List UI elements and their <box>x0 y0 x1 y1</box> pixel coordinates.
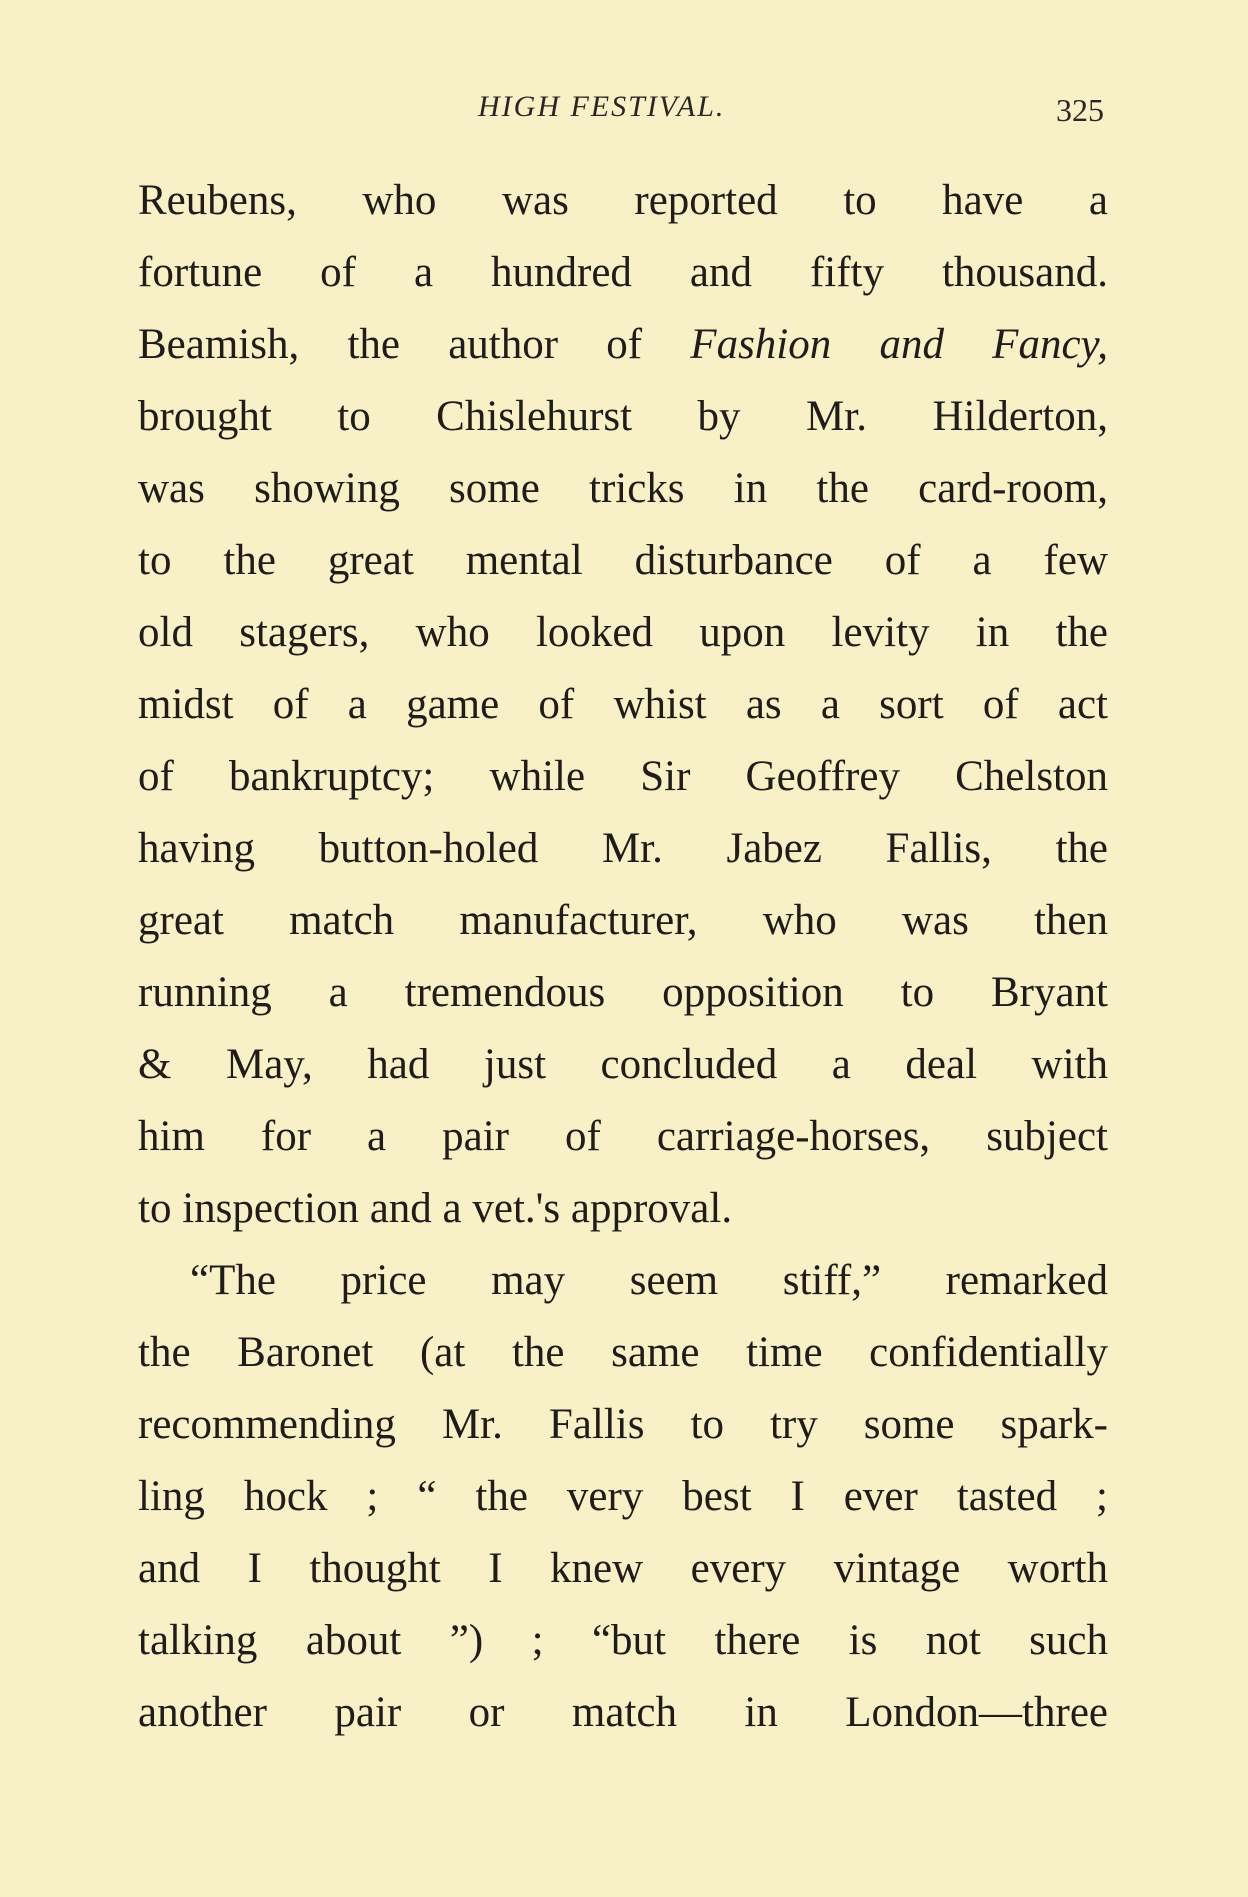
body-text <box>138 165 1108 1749</box>
text-line: to inspection and a vet.'s approval. <box>138 1185 733 1232</box>
text-line: midst of a game of whist as a sort of act <box>138 681 1108 728</box>
text-line: “The price may seem stiff,” remarked <box>190 1257 1108 1304</box>
running-title: HIGH FESTIVAL. <box>478 90 726 123</box>
text-line: old stagers, who looked upon levity in the <box>138 609 1108 656</box>
text-line: having button-holed Mr. Jabez Fallis, the <box>138 825 1108 872</box>
book-title: Fashion and Fancy, <box>690 321 1108 368</box>
paragraph <box>138 165 1108 1245</box>
text-line <box>138 309 1108 381</box>
text-line: Reubens, who was reported to have a <box>138 177 1108 224</box>
text-line: brought to Chislehurst by Mr. Hilderton, <box>138 393 1108 440</box>
text-line: to the great mental disturbance of a few <box>138 537 1108 584</box>
running-head <box>0 90 1248 130</box>
text-line: the Baronet (at the same time confidentially <box>138 1329 1108 1376</box>
text-line: fortune of a hundred and fifty thousand. <box>138 249 1108 296</box>
paragraph <box>138 1245 1108 1749</box>
text-line: and I thought I knew every vintage worth <box>138 1545 1108 1592</box>
text-line: talking about ”) ; “but there is not such <box>138 1617 1108 1664</box>
text-line: ling hock ; “ the very best I ever tasted ; <box>138 1473 1108 1520</box>
page-number: 325 <box>1056 92 1104 128</box>
text-line: running a tremendous opposition to Bryant <box>138 969 1108 1016</box>
text-span: Beamish, the author of <box>138 321 691 368</box>
text-line: him for a pair of carriage-horses, subject <box>138 1113 1108 1160</box>
text-line: recommending Mr. Fallis to try some spark- <box>138 1401 1108 1448</box>
text-line: was showing some tricks in the card-room, <box>138 465 1108 512</box>
text-line: of bankruptcy; while Sir Geoffrey Chelston <box>138 753 1108 800</box>
text-line: & May, had just concluded a deal with <box>138 1041 1108 1088</box>
text-line: another pair or match in London—three <box>138 1689 1108 1736</box>
text-line: great match manufacturer, who was then <box>138 897 1108 944</box>
